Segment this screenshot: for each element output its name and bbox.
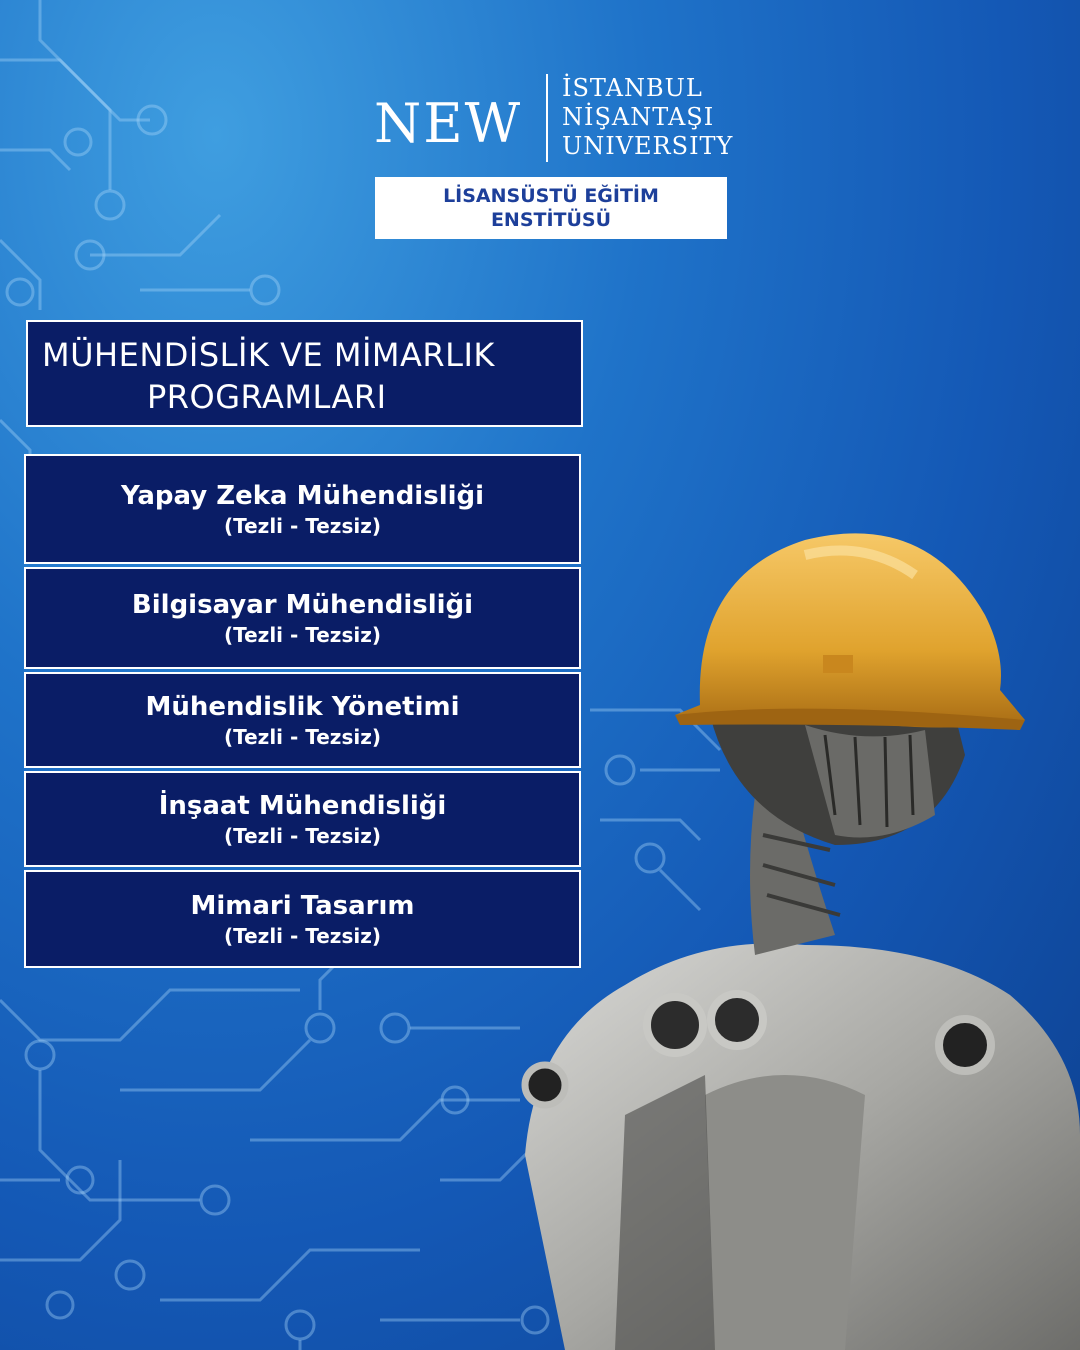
logo-line-1: İSTANBUL bbox=[562, 74, 703, 102]
program-item bbox=[24, 454, 581, 564]
institute-line-1: LİSANSÜSTÜ EĞİTİM bbox=[443, 185, 659, 207]
logo-divider bbox=[546, 74, 548, 162]
program-name: Yapay Zeka Mühendisliği bbox=[120, 481, 485, 511]
section-title-line-1: MÜHENDİSLİK VE MİMARLIK bbox=[42, 336, 495, 374]
logo-wordmark: NEW bbox=[374, 92, 523, 155]
logo-line-2: NİŞANTAŞI bbox=[562, 103, 715, 131]
program-item bbox=[24, 771, 581, 867]
program-name: İnşaat Mühendisliği bbox=[158, 791, 447, 821]
program-type: (Tezli - Tezsiz) bbox=[223, 514, 381, 538]
institute-badge bbox=[375, 177, 727, 239]
program-type: (Tezli - Tezsiz) bbox=[223, 924, 381, 948]
program-name: Mühendislik Yönetimi bbox=[145, 692, 460, 722]
logo-line-3: UNIVERSITY bbox=[562, 132, 734, 160]
program-name: Mimari Tasarım bbox=[190, 891, 415, 921]
robot-hardhat-illustration bbox=[505, 515, 1080, 1350]
program-item bbox=[24, 672, 581, 768]
section-title-line-2: PROGRAMLARI bbox=[147, 378, 387, 416]
program-list bbox=[24, 454, 581, 968]
program-name: Bilgisayar Mühendisliği bbox=[131, 590, 474, 620]
university-logo bbox=[374, 72, 734, 167]
program-type: (Tezli - Tezsiz) bbox=[223, 824, 381, 848]
program-type: (Tezli - Tezsiz) bbox=[223, 725, 381, 749]
program-item bbox=[24, 870, 581, 968]
logo-university-name bbox=[562, 74, 733, 161]
program-item bbox=[24, 567, 581, 669]
program-type: (Tezli - Tezsiz) bbox=[223, 623, 381, 647]
institute-line-2: ENSTİTÜSÜ bbox=[490, 209, 612, 231]
section-header bbox=[26, 320, 583, 427]
